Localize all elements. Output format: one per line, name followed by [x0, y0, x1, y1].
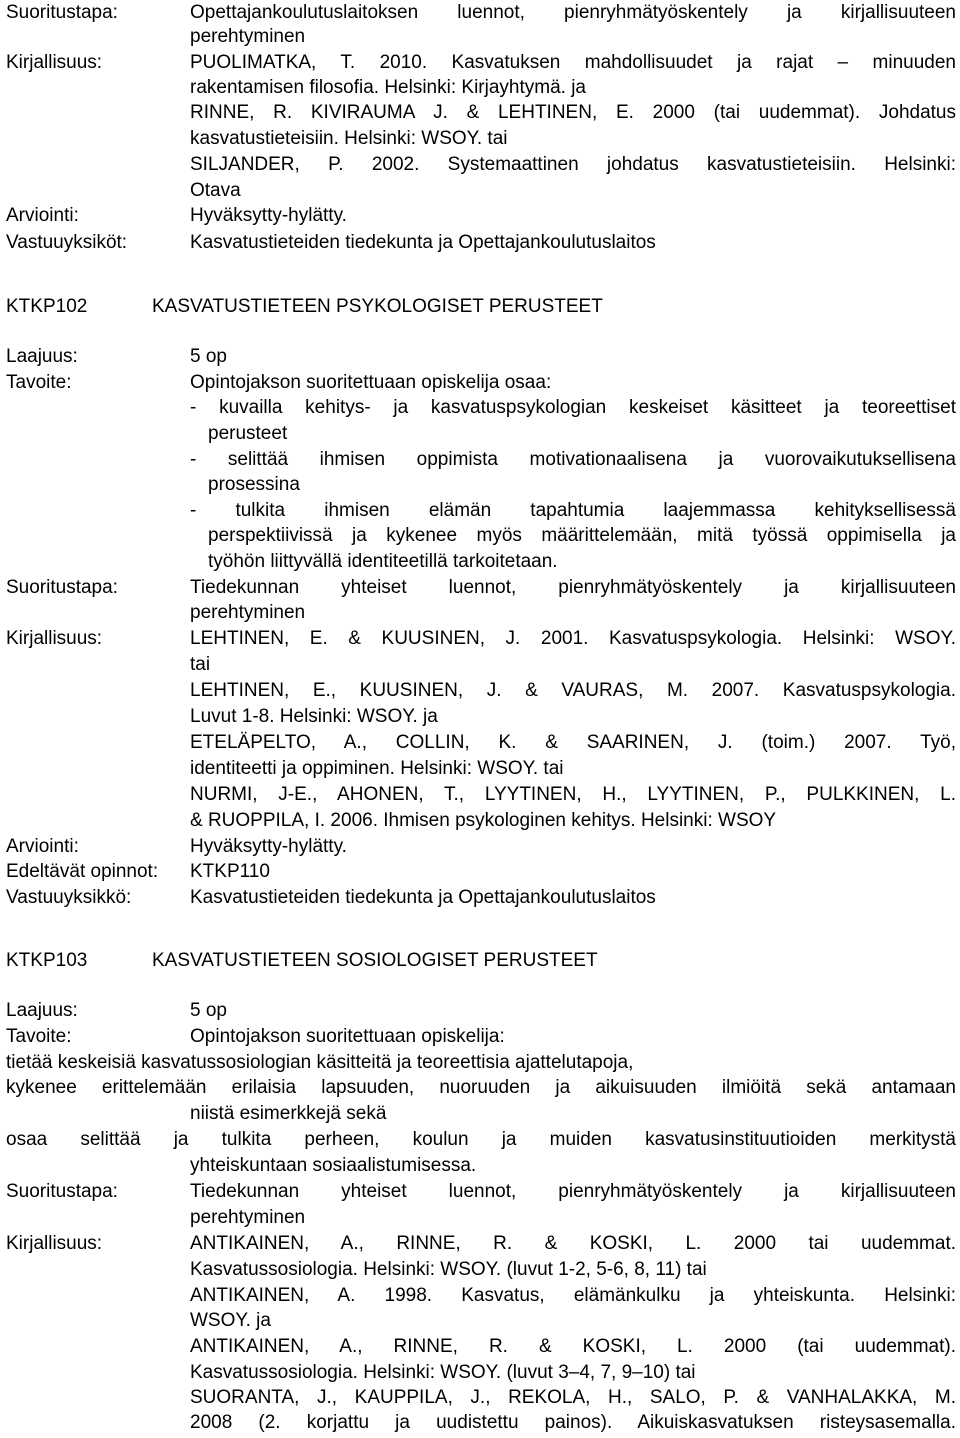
- suoritustapa-text: Opettajankoulutuslaitoksen luennot, pienryhmätyöskentely ja kirjallisuuteen: [190, 2, 956, 23]
- suoritustapa-text: Tiedekunnan yhteiset luennot, pienryhmätyöskentely ja kirjallisuuteen: [190, 577, 956, 598]
- label-tavoite: Tavoite:: [6, 372, 72, 393]
- goal-line: - tulkita ihmisen elämän tapahtumia laajemmassa kehityksellisessä: [190, 500, 956, 521]
- literature-line: identiteetti ja oppiminen. Helsinki: WSOY. tai: [190, 758, 564, 779]
- literature-row: [0, 1308, 960, 1334]
- label-suoritustapa: Suoritustapa:: [6, 577, 118, 598]
- arviointi-row: [0, 834, 960, 860]
- literature-line: & RUOPPILA, I. 2006. Ihmisen psykologinen kehitys. Helsinki: WSOY: [190, 810, 777, 831]
- tavoite-row: [0, 370, 960, 396]
- literature-row: [0, 678, 960, 704]
- goal-row: [0, 421, 960, 447]
- literature-row: [0, 100, 960, 126]
- suoritustapa-row-2: [0, 600, 960, 626]
- label-laajuus: Laajuus:: [6, 1000, 78, 1021]
- literature-row: [0, 152, 960, 178]
- suoritustapa-text: Tiedekunnan yhteiset luennot, pienryhmätyöskentely ja kirjallisuuteen: [190, 1181, 956, 1202]
- literature-row: [0, 126, 960, 152]
- tavoite-row: [0, 1024, 960, 1050]
- literature-row: [0, 808, 960, 834]
- top-suoritustapa-row: [0, 0, 960, 26]
- label-edeltavat: Edeltävät opinnot:: [6, 861, 159, 882]
- literature-row: [0, 1283, 960, 1309]
- course-title: KASVATUSTIETEEN PSYKOLOGISET PERUSTEET: [152, 296, 603, 317]
- laajuus-row: [0, 344, 960, 370]
- goal-row: [0, 395, 960, 421]
- literature-line: Otava: [190, 180, 241, 201]
- goal-row: [0, 523, 960, 549]
- literature-line: tai: [190, 654, 211, 675]
- label-vastuuyksikko: Vastuuyksikkö:: [6, 887, 132, 908]
- literature-row: [0, 782, 960, 808]
- laajuus-row: [0, 998, 960, 1024]
- literature-row: [0, 1385, 960, 1411]
- literature-line: kasvatustieteisiin. Helsinki: WSOY. tai: [190, 128, 508, 149]
- vastuu-value: Kasvatustieteiden tiedekunta ja Opettajankoulutuslaitos: [190, 232, 656, 253]
- vastuu-row: [0, 885, 960, 911]
- goal-row: [0, 1050, 960, 1076]
- suoritustapa-row: [0, 1179, 960, 1205]
- goal-line: perspektiivissä ja kykenee myös määrittelemään, mitä työssä oppimisella ja: [208, 525, 956, 546]
- literature-line: ANTIKAINEN, A., RINNE, R. & KOSKI, L. 2000 tai uudemmat.: [190, 1233, 956, 1254]
- suoritustapa-text: perehtyminen: [190, 26, 306, 47]
- label-kirjallisuus: Kirjallisuus:: [6, 1233, 103, 1254]
- goal-line: yhteiskuntaan sosiaalistumisessa.: [190, 1155, 477, 1176]
- goal-line: prosessina: [208, 474, 300, 495]
- label-arviointi: Arviointi:: [6, 836, 79, 857]
- literature-row: [0, 730, 960, 756]
- kirjallisuus-row: [0, 1231, 960, 1257]
- goal-row: [0, 498, 960, 524]
- label-vastuuyksikot: Vastuuyksiköt:: [6, 232, 128, 253]
- literature-line: 2008 (2. korjattu ja uudistettu painos). Aikuiskasvatuksen risteysasemalla.: [190, 1412, 956, 1433]
- course-code: KTKP103: [6, 950, 88, 971]
- literature-line: ANTIKAINEN, A., RINNE, R. & KOSKI, L. 2000 (tai uudemmat).: [190, 1336, 956, 1357]
- literature-line: RINNE, R. KIVIRAUMA J. & LEHTINEN, E. 2000 (tai uudemmat). Johdatus: [190, 102, 956, 123]
- laajuus-value: 5 op: [190, 346, 227, 367]
- label-arviointi: Arviointi:: [6, 205, 79, 226]
- literature-line: SUORANTA, J., KAUPPILA, J., REKOLA, H., SALO, P. & VANHALAKKA, M.: [190, 1387, 956, 1408]
- literature-row: [0, 178, 960, 204]
- literature-line: LEHTINEN, E., KUUSINEN, J. & VAURAS, M. 2007. Kasvatuspsykologia.: [190, 680, 956, 701]
- top-suoritustapa-row-2: [0, 24, 960, 50]
- tavoite-value: Opintojakson suoritettuaan opiskelija osaa:: [190, 372, 552, 393]
- literature-row: [0, 704, 960, 730]
- literature-line: SILJANDER, P. 2002. Systemaattinen johdatus kasvatustieteisiin. Helsinki:: [190, 154, 956, 175]
- literature-row: [0, 756, 960, 782]
- kirjallisuus-row: [0, 626, 960, 652]
- course-header-ktkp102: [0, 290, 960, 324]
- literature-row: [0, 1410, 960, 1436]
- goal-line: niistä esimerkkejä sekä: [190, 1103, 387, 1124]
- goal-row: [0, 1075, 960, 1101]
- top-vastuu-row: [0, 230, 960, 256]
- edeltavat-value: KTKP110: [190, 861, 270, 882]
- literature-line: Luvut 1-8. Helsinki: WSOY. ja: [190, 706, 438, 727]
- label-suoritustapa: Suoritustapa:: [6, 1181, 118, 1202]
- literature-line: NURMI, J-E., AHONEN, T., LYYTINEN, H., LYYTINEN, P., PULKKINEN, L.: [190, 784, 956, 805]
- goal-line: tietää keskeisiä kasvatussosiologian käsitteitä ja teoreettisia ajattelutapoja,: [6, 1052, 634, 1073]
- course-code: KTKP102: [6, 296, 88, 317]
- suoritustapa-row-2: [0, 1205, 960, 1231]
- goal-line: työhön liittyvällä identiteetillä tarkoitetaan.: [208, 551, 558, 572]
- goal-row: [0, 1101, 960, 1127]
- literature-line: WSOY. ja: [190, 1310, 271, 1331]
- literature-line: Kasvatussosiologia. Helsinki: WSOY. (luvut 3–4, 7, 9–10) tai: [190, 1362, 696, 1383]
- arviointi-value: Hyväksytty-hylätty.: [190, 836, 347, 857]
- goal-line: kykenee erittelemään erilaisia lapsuuden, nuoruuden ja aikuisuuden ilmiöitä sekä antamaan: [6, 1077, 956, 1098]
- suoritustapa-text: perehtyminen: [190, 1207, 306, 1228]
- literature-line: LEHTINEN, E. & KUUSINEN, J. 2001. Kasvatuspsykologia. Helsinki: WSOY.: [190, 628, 956, 649]
- label-kirjallisuus: Kirjallisuus:: [6, 628, 103, 649]
- goal-row: [0, 447, 960, 473]
- literature-line: Kasvatussosiologia. Helsinki: WSOY. (luvut 1-2, 5-6, 8, 11) tai: [190, 1259, 707, 1280]
- literature-row: [0, 652, 960, 678]
- goal-line: perusteet: [208, 423, 288, 444]
- label-kirjallisuus: Kirjallisuus:: [6, 52, 103, 73]
- arviointi-value: Hyväksytty-hylätty.: [190, 205, 347, 226]
- suoritustapa-text: perehtyminen: [190, 602, 306, 623]
- goal-row: [0, 472, 960, 498]
- label-laajuus: Laajuus:: [6, 346, 78, 367]
- goal-line: - kuvailla kehitys- ja kasvatuspsykologian keskeiset käsitteet ja teoreettiset: [190, 397, 956, 418]
- goal-line: - selittää ihmisen oppimista motivationaalisena ja vuorovaikutuksellisena: [190, 449, 956, 470]
- goal-row: [0, 549, 960, 575]
- literature-row: [0, 1360, 960, 1386]
- literature-row: [0, 75, 960, 101]
- suoritustapa-row: [0, 575, 960, 601]
- literature-line: PUOLIMATKA, T. 2010. Kasvatuksen mahdollisuudet ja rajat – minuuden: [190, 52, 956, 73]
- course-header-ktkp103: [0, 944, 960, 978]
- label-tavoite: Tavoite:: [6, 1026, 72, 1047]
- laajuus-value: 5 op: [190, 1000, 227, 1021]
- goal-row: [0, 1153, 960, 1179]
- literature-line: rakentamisen filosofia. Helsinki: Kirjayhtymä. ja: [190, 77, 586, 98]
- literature-row: [0, 1257, 960, 1283]
- literature-line: ANTIKAINEN, A. 1998. Kasvatus, elämänkulku ja yhteiskunta. Helsinki:: [190, 1285, 956, 1306]
- top-arviointi-row: [0, 203, 960, 229]
- top-kirjallisuus-row: [0, 50, 960, 76]
- course-title: KASVATUSTIETEEN SOSIOLOGISET PERUSTEET: [152, 950, 598, 971]
- tavoite-value: Opintojakson suoritettuaan opiskelija:: [190, 1026, 505, 1047]
- edeltavat-row: [0, 859, 960, 885]
- literature-line: ETELÄPELTO, A., COLLIN, K. & SAARINEN, J. (toim.) 2007. Työ,: [190, 732, 956, 753]
- goal-row: [0, 1127, 960, 1153]
- literature-row: [0, 1334, 960, 1360]
- goal-line: osaa selittää ja tulkita perheen, koulun ja muiden kasvatusinstituutioiden merkitystä: [6, 1129, 956, 1150]
- vastuu-value: Kasvatustieteiden tiedekunta ja Opettajankoulutuslaitos: [190, 887, 656, 908]
- label-suoritustapa: Suoritustapa:: [6, 2, 118, 23]
